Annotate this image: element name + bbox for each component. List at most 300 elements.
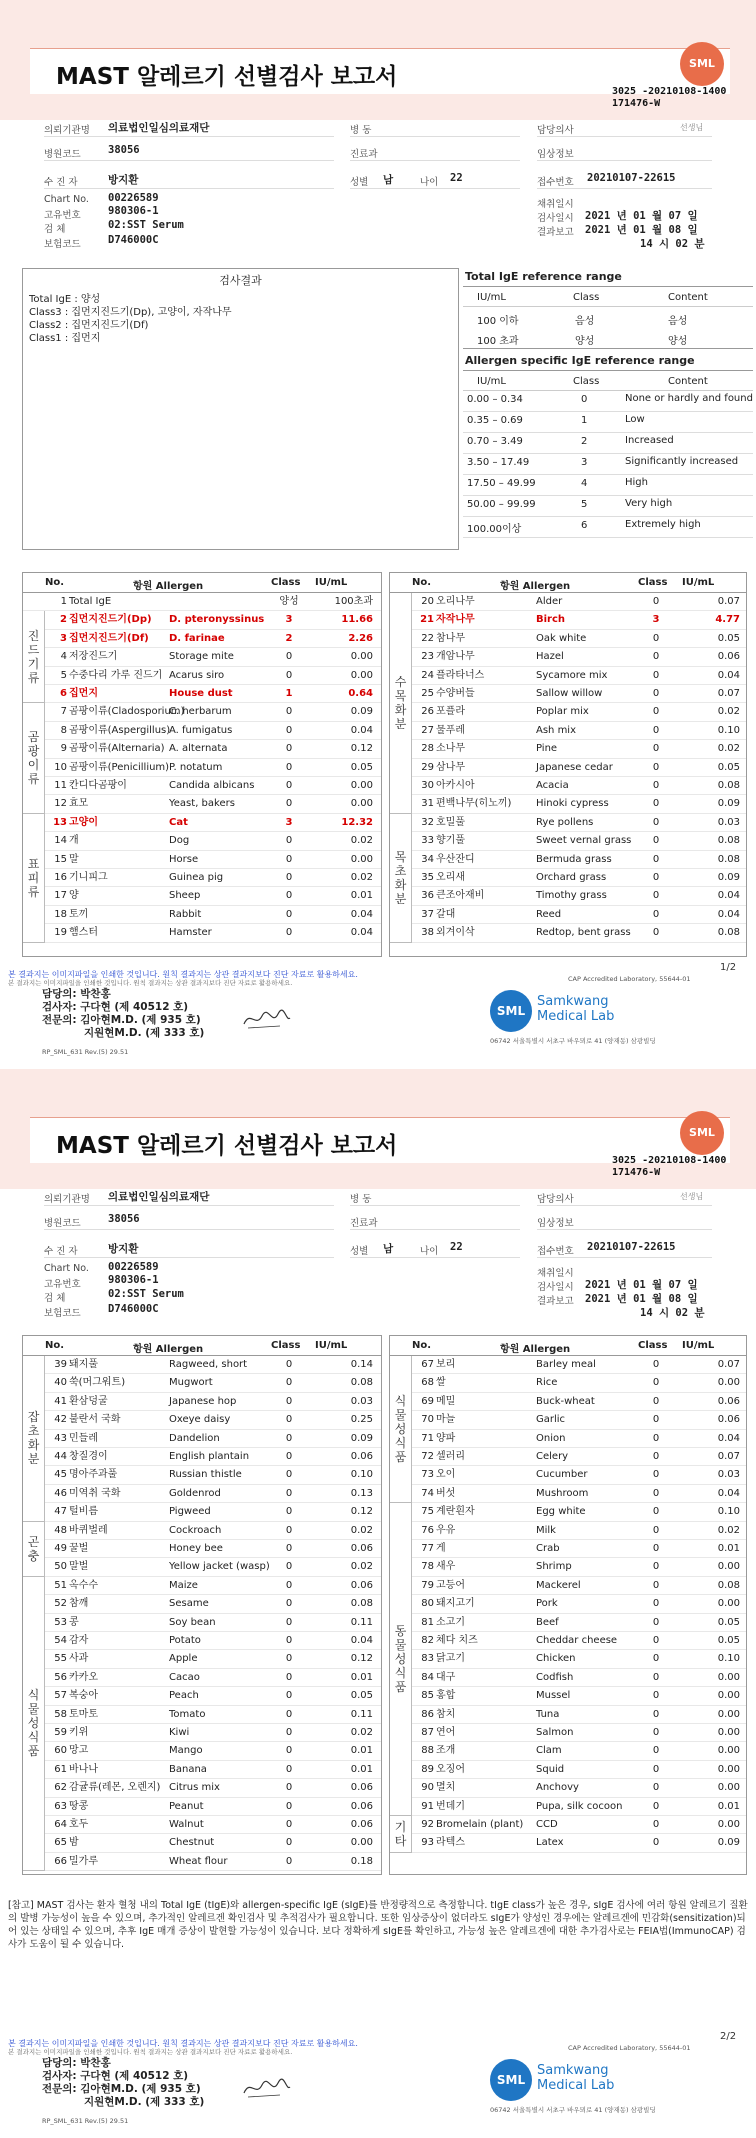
class-value: 0: [652, 890, 660, 902]
iu-value: 0.12: [350, 743, 373, 755]
class-value: 0: [285, 1671, 293, 1683]
allergen-name-ko: 칸디다곰팡이: [69, 780, 127, 791]
allergen-name-en: Oak white: [536, 632, 587, 644]
allergen-name-en: Mushroom: [536, 1487, 589, 1499]
allergen-name-ko: Bromelain (plant): [436, 1819, 524, 1830]
lab-address: 06742 서울특별시 서초구 바우뫼로 41 (양재동) 삼광빌딩: [490, 2106, 656, 2114]
iu-value: 0.07: [717, 688, 740, 699]
allergen-name-ko: 셀러리: [436, 1451, 465, 1462]
ref-specific-cell: 0.70 – 3.49: [467, 436, 523, 447]
test-value: 2021 년 01 월 07 일: [585, 1279, 698, 1291]
row-number: 28: [421, 743, 434, 755]
row-number: 23: [421, 651, 434, 663]
allergen-name-en: Dandelion: [169, 1432, 220, 1444]
table-row: [390, 1614, 746, 1632]
iu-value: 0.08: [717, 927, 740, 939]
iu-value: 0.10: [717, 724, 740, 736]
row-number: 45: [54, 1469, 67, 1481]
table-row: [390, 1485, 746, 1503]
allergen-table-right: [389, 572, 747, 957]
ref-total-cell: 양성: [668, 336, 688, 347]
group-label: 표피류: [23, 814, 45, 943]
table-row: [23, 1632, 381, 1650]
ward-label: 병 동: [350, 1194, 372, 1205]
iu-value: 0.01: [350, 1763, 373, 1775]
row-number: 66: [54, 1855, 67, 1867]
summary-line: Class3 : 집먼지진드기(Dp), 고양이, 자작나무: [29, 307, 232, 318]
allergen-name-en: Mango: [169, 1745, 203, 1757]
allergen-name-en: D. pteronyssinus: [169, 614, 265, 626]
allergen-name-ko: 곰팡이류(Alternaria): [69, 743, 165, 755]
class-value: 0: [652, 1377, 660, 1389]
table-row: [23, 1503, 381, 1521]
row-number: 38: [421, 927, 434, 939]
row-number: 39: [54, 1359, 67, 1370]
class-value: 0: [285, 1506, 293, 1518]
iu-value: 0.01: [717, 1800, 740, 1812]
summary-title: 검사결과: [219, 274, 262, 287]
row-number: 53: [54, 1616, 67, 1628]
row-number: 33: [421, 835, 434, 847]
class-value: 0: [285, 798, 293, 810]
iu-value: 0.02: [350, 835, 373, 847]
table-row: [390, 1779, 746, 1797]
class-value: 0: [652, 1561, 660, 1573]
row-number: 3: [60, 632, 67, 644]
id-label: 고유번호: [44, 1279, 81, 1290]
class-value: 0: [285, 761, 293, 773]
doctor-suffix: 선생님: [680, 123, 704, 132]
iu-value: 0.00: [717, 1377, 740, 1389]
allergen-name-ko: 연어: [436, 1727, 456, 1738]
class-value: 0: [652, 1359, 660, 1370]
hospcode-label: 병원코드: [44, 1218, 81, 1229]
allergen-table-left: [22, 1335, 382, 1875]
allergen-name-en: Onion: [536, 1432, 566, 1444]
allergen-name-ko: 갈대: [436, 908, 456, 920]
table-row: [390, 759, 746, 777]
allergen-name-ko: 땅콩: [69, 1800, 89, 1812]
iu-value: 0.02: [717, 743, 740, 755]
ref-total-header: Class: [573, 292, 600, 303]
class-value: 0: [285, 890, 293, 902]
ref-specific-cell: 50.00 – 99.99: [467, 499, 536, 510]
table-row: [390, 1650, 746, 1668]
row-number: 54: [54, 1635, 67, 1646]
allergen-name-en: Barley meal: [536, 1359, 596, 1370]
row-number: 18: [54, 908, 67, 920]
class-value: 0: [652, 798, 660, 810]
iu-value: 0.06: [350, 1543, 373, 1554]
allergen-name-ko: 토마토: [69, 1708, 98, 1720]
allergen-name-en: Shrimp: [536, 1561, 572, 1573]
row-number: 71: [421, 1432, 434, 1444]
allergen-name-en: Potato: [169, 1635, 201, 1646]
age-label: 나이: [420, 1246, 439, 1257]
allergen-name-en: Beef: [536, 1616, 559, 1628]
table-row: [23, 1798, 381, 1816]
iu-value: 0.07: [717, 1451, 740, 1462]
iu-value: 11.66: [341, 614, 373, 626]
row-number: 91: [421, 1800, 434, 1812]
iu-value: 0.04: [717, 1432, 740, 1444]
column-header-class: Class: [271, 577, 301, 588]
table-row: [23, 777, 381, 795]
table-row: [390, 1761, 746, 1779]
page-title: MAST 알레르기 선별검사 보고서: [56, 1133, 398, 1159]
row-number: 70: [421, 1414, 434, 1426]
allergen-name-ko: 물푸레: [436, 724, 465, 736]
class-value: 0: [285, 1451, 293, 1462]
row-number: 4: [60, 651, 67, 663]
allergen-name-ko: 닭고기: [436, 1653, 465, 1665]
row-number: 93: [421, 1837, 434, 1849]
row-number: 75: [421, 1506, 434, 1518]
class-value: 0: [285, 908, 293, 920]
table-row: [390, 851, 746, 869]
sml-lab-logo: SML: [490, 2059, 532, 2101]
iu-value: 0.06: [350, 1782, 373, 1794]
row-number: 80: [421, 1598, 434, 1610]
class-value: 0: [285, 1487, 293, 1499]
row-number: 50: [54, 1561, 67, 1573]
table-row: [23, 1522, 381, 1540]
row-number: 7: [60, 706, 67, 718]
iu-value: 0.00: [717, 1727, 740, 1738]
class-value: 0: [652, 1837, 660, 1849]
iu-value: 0.00: [717, 1819, 740, 1830]
allergen-name-en: Storage mite: [169, 651, 234, 663]
class-value: 0: [285, 1616, 293, 1628]
iu-value: 0.04: [717, 1487, 740, 1499]
allergen-name-en: Chestnut: [169, 1837, 215, 1849]
allergen-name-ko: 멸치: [436, 1782, 456, 1794]
allergen-name-ko: 감귤류(레몬, 오렌지): [69, 1782, 161, 1794]
table-row: [23, 703, 381, 721]
table-row: [390, 1522, 746, 1540]
iu-value: 0.08: [717, 1579, 740, 1591]
iu-value: 0.10: [350, 1469, 373, 1481]
ref-total-cell: 100 초과: [477, 336, 519, 347]
table-row: [23, 906, 381, 924]
row-number: 19: [54, 927, 67, 939]
table-row: [390, 630, 746, 648]
table-row: [23, 1448, 381, 1466]
allergen-name-ko: 새우: [436, 1561, 456, 1573]
table-row: [23, 1706, 381, 1724]
test-value: 2021 년 01 월 07 일: [585, 210, 698, 222]
allergen-name-ko: 아카시아: [436, 780, 475, 791]
class-value: 0: [652, 1395, 660, 1407]
iu-value: 0.04: [350, 724, 373, 736]
allergen-name-en: Birch: [536, 614, 566, 626]
class-value: 0: [285, 1800, 293, 1812]
class-value: 0: [652, 927, 660, 939]
allergen-name-ko: 버섯: [436, 1487, 456, 1499]
cap-accreditation: CAP Accredited Laboratory, 55644-01: [568, 2044, 691, 2052]
ref-specific-cell: 2: [581, 436, 588, 447]
class-value: 0: [285, 1579, 293, 1591]
table-row: [390, 1724, 746, 1742]
allergen-name-ko: 바나나: [69, 1763, 98, 1775]
allergen-name-ko: 집먼지진드기(Dp): [69, 614, 152, 626]
table-row: [390, 814, 746, 832]
row-number: 44: [54, 1451, 67, 1462]
allergen-name-en: Japanese hop: [169, 1395, 237, 1407]
iu-value: 0.01: [350, 890, 373, 902]
form-id: RP_SML_631 Rev.(5) 29.51: [42, 1048, 129, 1056]
class-value: 0: [285, 669, 293, 681]
allergen-name-ko: 토끼: [69, 908, 89, 920]
allergen-name-en: Tomato: [169, 1708, 206, 1720]
allergen-name-ko: 호밀풀: [436, 816, 465, 828]
column-header-name: 항원 Allergen: [133, 581, 204, 592]
allergen-name-en: Salmon: [536, 1727, 574, 1738]
sml-lab-logo: SML: [490, 990, 532, 1032]
ref-specific-cell: 100.00이상: [467, 524, 522, 535]
row-number: 74: [421, 1487, 434, 1499]
class-value: 0: [652, 1782, 660, 1794]
class-value: 0: [652, 724, 660, 736]
iu-value: 0.00: [717, 1690, 740, 1702]
row-number: 32: [421, 816, 434, 828]
row-number: 9: [60, 743, 67, 755]
class-value: 0: [285, 1653, 293, 1665]
class-value: 0: [652, 1653, 660, 1665]
table-row: [23, 832, 381, 850]
table-row: [390, 1411, 746, 1429]
allergen-name-ko: 집먼지: [69, 688, 98, 699]
table-row: [23, 740, 381, 758]
row-number: 20: [421, 596, 434, 607]
table-row: [23, 722, 381, 740]
allergen-name-ko: 사과: [69, 1653, 89, 1665]
allergen-name-en: Cockroach: [169, 1524, 222, 1536]
table-row: [390, 1669, 746, 1687]
ref-total-cell: 음성: [668, 316, 688, 327]
class-value: 3: [652, 614, 660, 626]
class-value: 0: [652, 1598, 660, 1610]
table-row: [23, 1816, 381, 1834]
allergen-name-ko: 복숭아: [69, 1690, 98, 1702]
allergen-name-ko: 플라타너스: [436, 669, 485, 681]
allergen-name-ko: 미역취 국화: [69, 1487, 121, 1499]
allergen-name-ko: 햄스터: [69, 927, 98, 939]
allergen-name-en: Maize: [169, 1579, 198, 1591]
allergen-name-en: Yeast, bakers: [169, 798, 235, 810]
allergen-name-ko: 바퀴벌레: [69, 1524, 108, 1536]
iu-value: 0.09: [350, 1432, 373, 1444]
row-number: 88: [421, 1745, 434, 1757]
allergen-name-en: Sycamore mix: [536, 669, 608, 681]
report-code: 3025 -20210108-1400 171476-W: [612, 1155, 727, 1178]
row-number: 61: [54, 1763, 67, 1775]
allergen-name-en: Acarus siro: [169, 669, 225, 681]
row-number: 69: [421, 1395, 434, 1407]
allergen-name-en: Yellow jacket (wasp): [169, 1561, 270, 1573]
allergen-name-ko: 양파: [436, 1432, 456, 1444]
table-row: [23, 1466, 381, 1484]
report-time: 14 시 02 분: [640, 1307, 705, 1319]
allergen-name-ko: 카카오: [69, 1671, 98, 1683]
class-value: 0: [652, 1524, 660, 1536]
allergen-name-en: Guinea pig: [169, 872, 224, 883]
ref-specific-title: Allergen specific IgE reference range: [465, 354, 695, 367]
allergen-name-ko: 참깨: [69, 1598, 89, 1610]
hospcode-value: 38056: [108, 1213, 140, 1225]
allergen-name-ko: 명아주과풀: [69, 1469, 118, 1481]
iu-value: 0.03: [350, 1395, 373, 1407]
allergen-name-en: Mackerel: [536, 1579, 581, 1591]
class-value: 0: [285, 1598, 293, 1610]
insurance-value: D746000C: [108, 1303, 159, 1315]
ref-specific-cell: Significantly increased: [625, 456, 739, 467]
iu-value: 100초과: [334, 596, 373, 607]
allergen-name-en: Honey bee: [169, 1543, 223, 1554]
allergen-name-en: Squid: [536, 1763, 565, 1775]
class-value: 0: [652, 908, 660, 920]
class-value: 0: [652, 596, 660, 607]
table-header: [23, 573, 381, 593]
allergen-name-en: Peanut: [169, 1800, 204, 1812]
allergen-name-ko: 밤: [69, 1837, 79, 1849]
iu-value: 0.02: [350, 1727, 373, 1738]
allergen-name-ko: 저장진드기: [69, 651, 118, 663]
table-row: [390, 777, 746, 795]
allergen-name-en: Wheat flour: [169, 1855, 228, 1867]
lab-address: 06742 서울특별시 서초구 바우뫼로 41 (양재동) 삼광빌딩: [490, 1037, 656, 1045]
row-number: 2: [60, 614, 67, 626]
iu-value: 0.11: [350, 1616, 373, 1628]
row-number: 87: [421, 1727, 434, 1738]
ref-specific-cell: 0: [581, 394, 588, 405]
ref-specific-cell: Increased: [625, 435, 674, 446]
report-label: 결과보고: [537, 1296, 574, 1307]
table-row: [23, 1614, 381, 1632]
ref-total-header: Content: [668, 292, 708, 303]
table-row: [390, 1742, 746, 1760]
class-value: 0: [652, 872, 660, 883]
sex-value: 남: [383, 1243, 394, 1255]
allergen-name-ko: 포플라: [436, 706, 465, 718]
allergen-name-en: Reed: [536, 908, 562, 920]
org-value: 의료법인일심의료재단: [108, 1191, 210, 1203]
iu-value: 4.77: [715, 614, 740, 626]
summary-box: [22, 268, 459, 550]
class-value: 1: [285, 688, 293, 699]
allergen-name-en: Anchovy: [536, 1782, 579, 1794]
class-value: 0: [652, 669, 660, 681]
iu-value: 0.04: [717, 890, 740, 902]
row-number: 42: [54, 1414, 67, 1426]
ref-specific-cell: 0.00 – 0.34: [467, 394, 523, 405]
ref-total-cell: 100 이하: [477, 316, 519, 327]
signers: 담당의: 박찬홍 검사자: 구다현 (제 40512 호) 전문의: 김아현M.D. (제 935 호) 지원현M.D. (제 333 호): [42, 988, 205, 1039]
allergen-name-en: Ragweed, short: [169, 1359, 248, 1370]
row-number: 90: [421, 1782, 434, 1794]
iu-value: 0.04: [350, 1635, 373, 1646]
allergen-name-ko: 라텍스: [436, 1837, 465, 1849]
row-number: 35: [421, 872, 434, 883]
class-value: 0: [652, 1635, 660, 1646]
allergen-name-en: Pupa, silk cocoon: [536, 1800, 623, 1812]
allergen-name-ko: 삼나무: [436, 761, 465, 773]
ref-total-header: IU/mL: [477, 292, 506, 303]
class-value: 0: [652, 816, 660, 828]
iu-value: 0.00: [350, 798, 373, 810]
column-header-no: No.: [45, 1340, 65, 1351]
row-number: 59: [54, 1727, 67, 1738]
allergen-name-ko: 털비름: [69, 1506, 98, 1518]
allergen-name-en: Kiwi: [169, 1727, 190, 1738]
group-label: 잡초화분: [23, 1356, 45, 1522]
table-row: [23, 1669, 381, 1687]
ref-specific-cell: 6: [581, 520, 588, 531]
table-row: [23, 1650, 381, 1668]
table-row: [23, 1356, 381, 1374]
class-value: 0: [285, 1524, 293, 1536]
class-value: 0: [285, 1543, 293, 1554]
ref-specific-header: Class: [573, 376, 600, 387]
sex-label: 성별: [350, 1246, 369, 1257]
class-value: 0: [285, 1561, 293, 1573]
ref-specific-cell: 17.50 – 49.99: [467, 478, 536, 489]
row-number: 84: [421, 1671, 434, 1683]
allergen-name-ko: 집먼지진드기(Df): [69, 632, 149, 644]
row-number: 79: [421, 1579, 434, 1591]
iu-value: 0.12: [350, 1506, 373, 1518]
allergen-name-en: Garlic: [536, 1414, 566, 1426]
doctor-suffix: 선생님: [680, 1192, 704, 1201]
age-value: 22: [450, 172, 463, 184]
allergen-name-en: Celery: [536, 1451, 569, 1462]
specimen-label: 검 체: [44, 224, 66, 235]
table-row: [23, 1853, 381, 1871]
allergen-name-ko: 체다 치즈: [436, 1635, 478, 1646]
chart-value: 00226589: [108, 1261, 159, 1273]
allergen-name-en: Horse: [169, 853, 199, 865]
table-row: [23, 759, 381, 777]
test-label: 검사일시: [537, 1282, 574, 1293]
ref-specific-cell: 4: [581, 478, 588, 489]
ref-specific-cell: Extremely high: [625, 519, 701, 530]
class-value: 0: [652, 632, 660, 644]
table-row: [23, 1558, 381, 1576]
column-header-iu: IU/mL: [315, 577, 348, 588]
class-value: 0: [285, 1432, 293, 1444]
iu-value: 0.00: [350, 1837, 373, 1849]
table-row: [390, 887, 746, 905]
row-number: 1: [60, 596, 67, 607]
table-row: [390, 648, 746, 666]
collect-label: 채취일시: [537, 1268, 574, 1279]
class-value: 0: [652, 1763, 660, 1775]
allergen-name-ko: 큰조아재비: [436, 890, 485, 902]
row-number: 36: [421, 890, 434, 902]
allergen-name-en: Clam: [536, 1745, 562, 1757]
age-label: 나이: [420, 177, 439, 188]
class-value: 0: [285, 743, 293, 755]
table-row: [23, 1411, 381, 1429]
ref-specific-cell: 1: [581, 415, 588, 426]
class-value: 0: [652, 651, 660, 663]
iu-value: 0.00: [350, 853, 373, 865]
iu-value: 0.00: [717, 1708, 740, 1720]
allergen-name-ko: 오이: [436, 1469, 456, 1481]
iu-value: 0.06: [717, 1414, 740, 1426]
allergen-name-ko: 양: [69, 890, 79, 902]
ref-specific-cell: High: [625, 477, 648, 488]
